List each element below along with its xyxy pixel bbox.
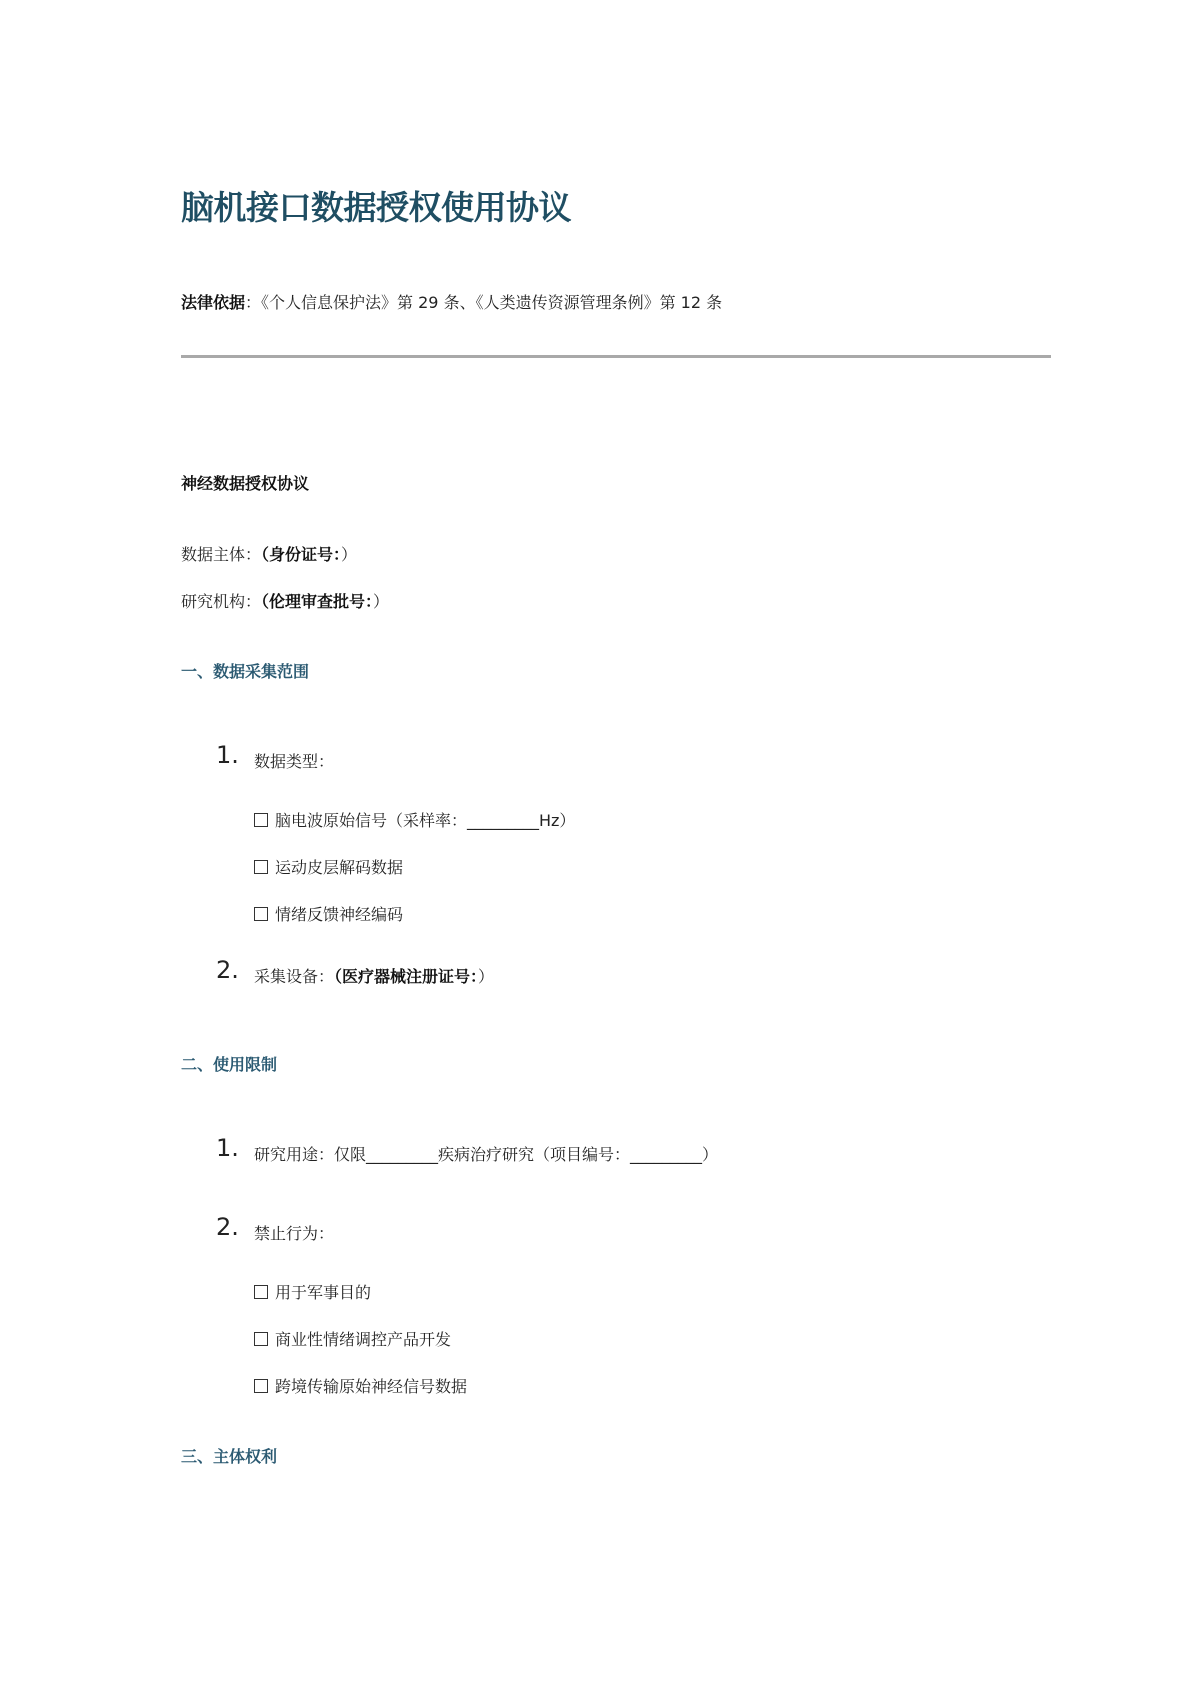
research-institution-close: ）	[373, 592, 390, 611]
checkbox-label: 用于军事目的	[275, 1283, 372, 1302]
data-subject-field	[181, 542, 357, 565]
research-institution-label: 研究机构：	[181, 592, 262, 611]
checkbox-label: 情绪反馈神经编码	[275, 905, 404, 924]
section-2-heading: 二、使用限制	[181, 1055, 278, 1074]
section-3-heading: 三、主体权利	[181, 1447, 278, 1466]
data-subject-close: ）	[341, 545, 358, 564]
checkbox-option[interactable]	[254, 902, 403, 925]
device-registration-label: （医疗器械注册证号：	[334, 967, 479, 986]
section-2-item-1-text: 研究用途：仅限_________疾病治疗研究（项目编号：_________）	[254, 1145, 719, 1164]
checkbox-icon[interactable]	[254, 813, 268, 827]
research-institution-field	[181, 589, 389, 612]
document-title: 脑机接口数据授权使用协议	[181, 188, 571, 227]
section-1-item-2-text	[254, 964, 494, 987]
checkbox-label: 商业性情绪调控产品开发	[275, 1330, 452, 1349]
section-1-item-1-number: 1.	[216, 741, 239, 769]
section-2-item-1-number: 1.	[216, 1134, 239, 1162]
section-1-item-2-number: 2.	[216, 956, 239, 984]
checkbox-option[interactable]	[254, 808, 575, 831]
section-1-heading: 一、数据采集范围	[181, 662, 310, 681]
ethics-approval-label: （伦理审查批号：	[261, 592, 374, 611]
legal-basis-text: 《个人信息保护法》第 29 条、《人类遗传资源管理条例》第 12 条	[261, 293, 723, 312]
legal-basis-separator: ：	[245, 293, 262, 312]
checkbox-icon[interactable]	[254, 1285, 268, 1299]
checkbox-icon[interactable]	[254, 1379, 268, 1393]
checkbox-label: 跨境传输原始神经信号数据	[275, 1377, 468, 1396]
legal-basis	[181, 290, 722, 313]
section-2-item-2-number: 2.	[216, 1213, 239, 1241]
device-close: ）	[478, 967, 495, 986]
checkbox-option[interactable]	[254, 1280, 371, 1303]
horizontal-rule	[181, 355, 1051, 358]
checkbox-option[interactable]	[254, 1327, 451, 1350]
checkbox-option[interactable]	[254, 1374, 467, 1397]
checkbox-label: 运动皮层解码数据	[275, 858, 404, 877]
checkbox-option[interactable]	[254, 855, 403, 878]
agreement-subtitle: 神经数据授权协议	[181, 474, 310, 493]
device-label: 采集设备：	[254, 967, 335, 986]
checkbox-icon[interactable]	[254, 1332, 268, 1346]
data-subject-label: 数据主体：	[181, 545, 262, 564]
id-number-label: （身份证号：	[261, 545, 342, 564]
checkbox-icon[interactable]	[254, 907, 268, 921]
legal-basis-label: 法律依据	[181, 293, 246, 312]
checkbox-label: 脑电波原始信号（采样率：_________Hz）	[275, 811, 576, 830]
checkbox-icon[interactable]	[254, 860, 268, 874]
section-1-item-1-text: 数据类型：	[254, 752, 335, 771]
section-2-item-2-text: 禁止行为：	[254, 1224, 335, 1243]
